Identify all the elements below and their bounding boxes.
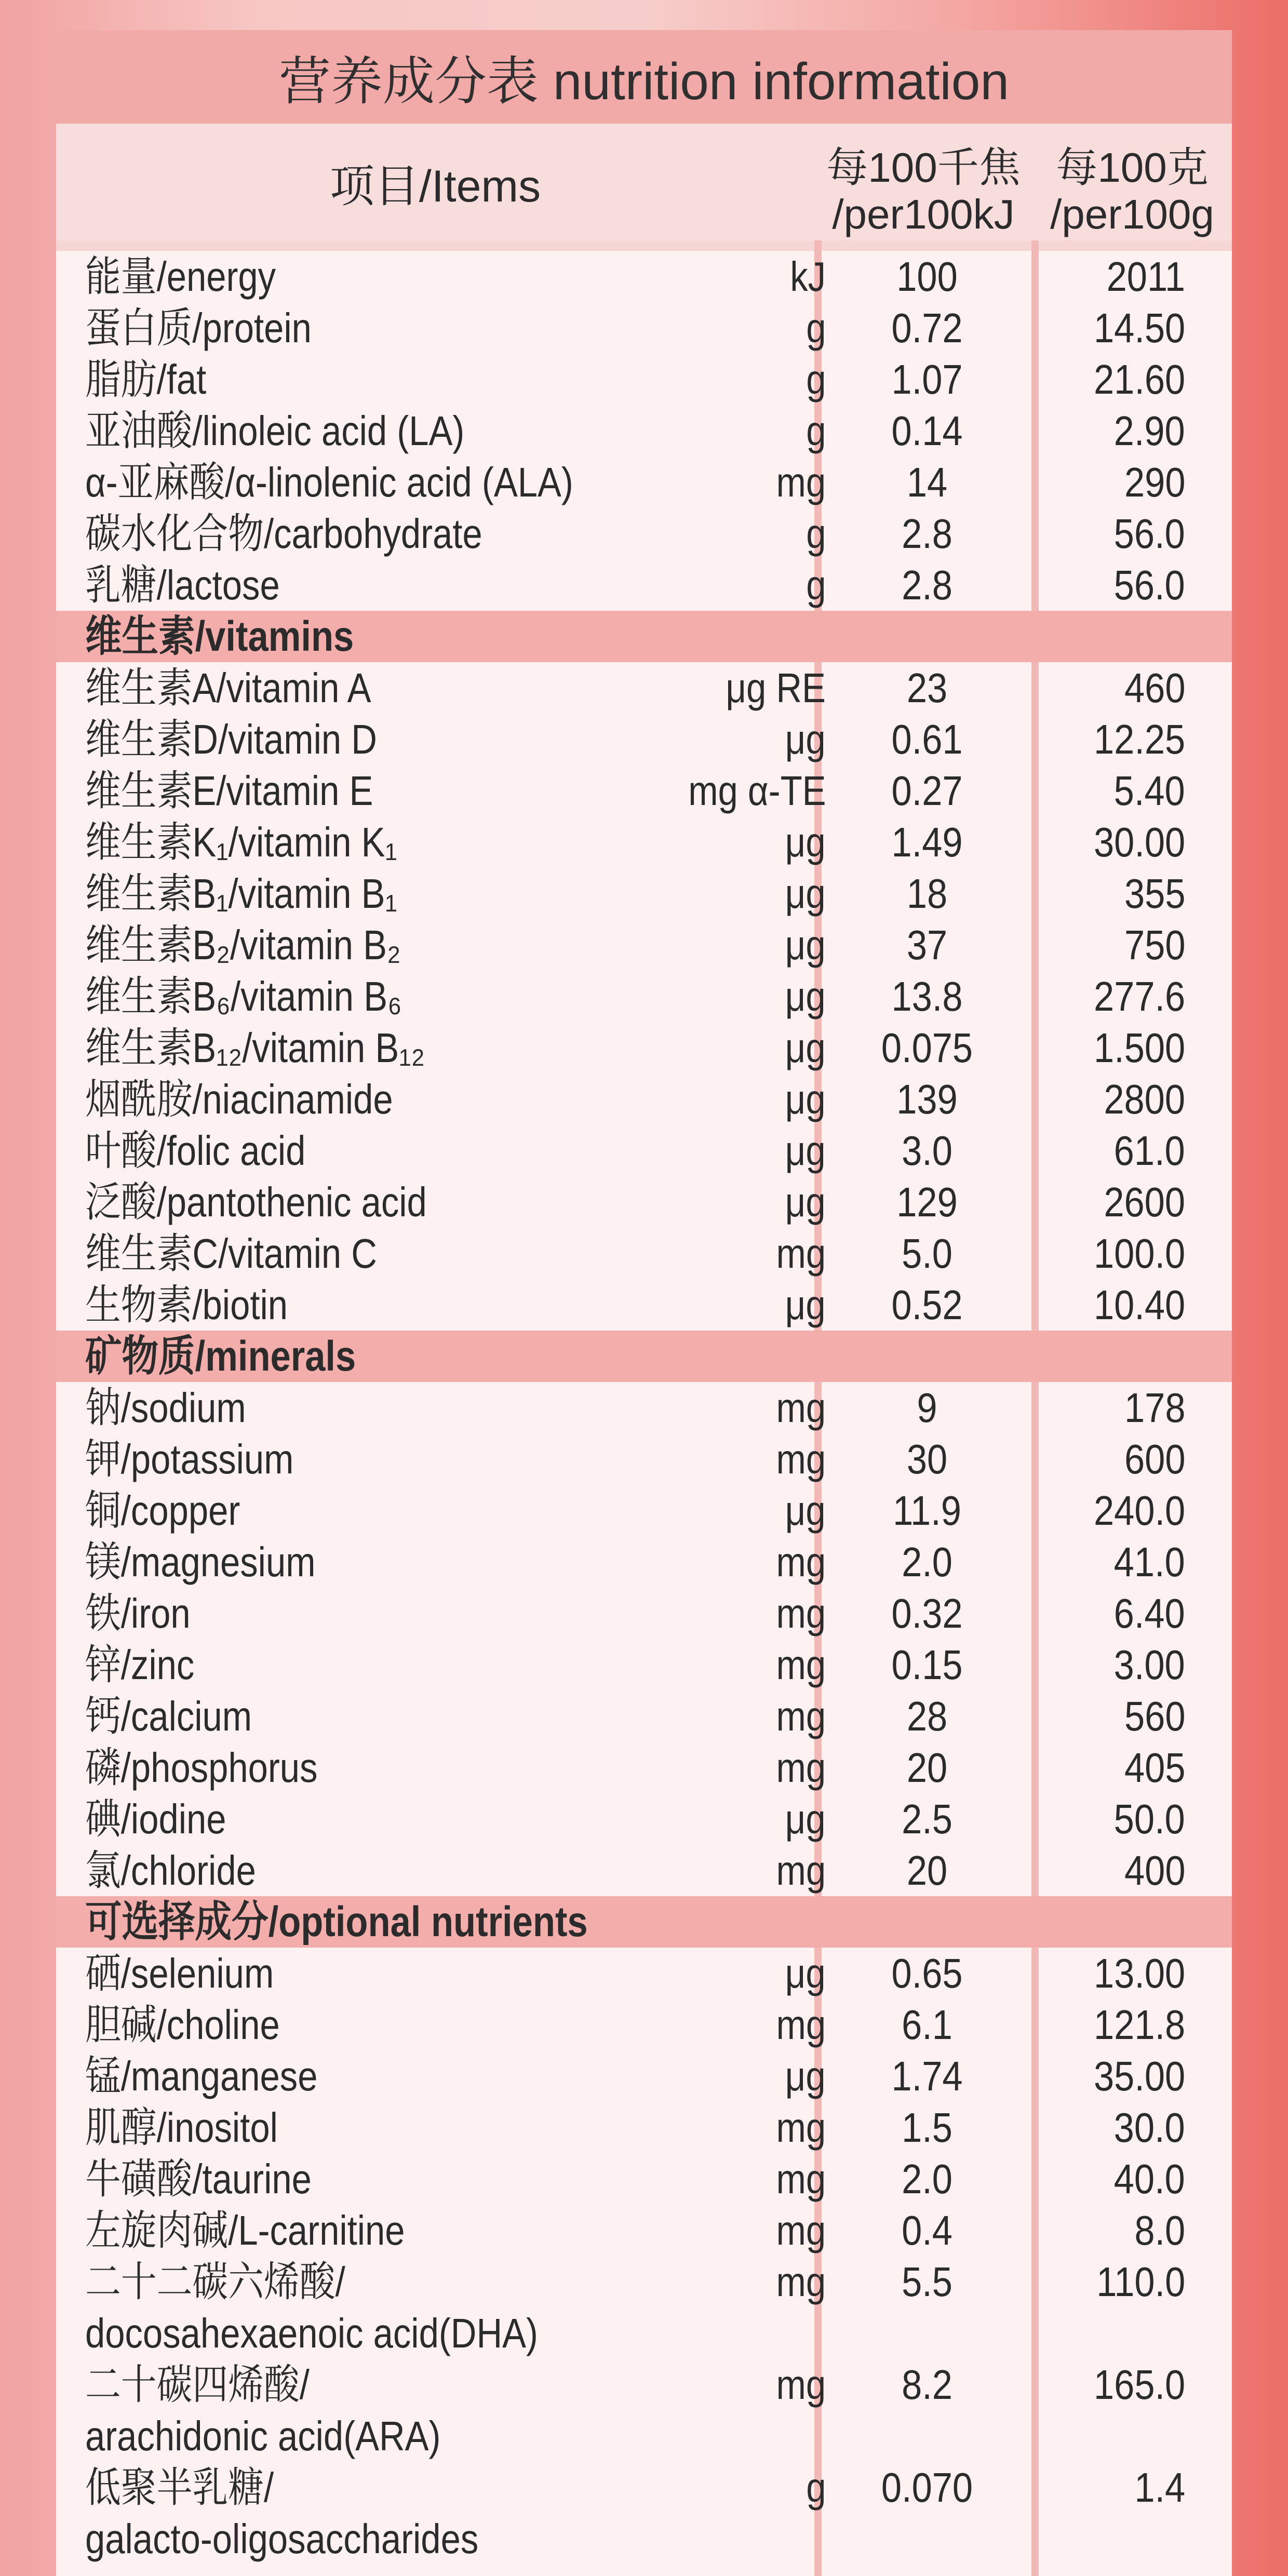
per100kj-value: 9 [917,1385,937,1431]
per100kj-header-line1: 每100千焦 [826,144,1021,191]
table-row [56,1382,1232,1433]
nutrient-name: 维生素B₁/vitamin B₁ [85,870,397,917]
per100kj-value: 0.070 [881,2464,973,2511]
unit-cell: mg [776,1745,826,1791]
unit-cell: mg [776,1693,826,1739]
table-row [56,2256,1232,2307]
unit-cell: mg [776,2002,826,2048]
nutrient-name: 维生素B₂/vitamin B₂ [85,922,401,968]
nutrient-name: 锌/zinc [85,1642,195,1688]
table-row [56,868,1232,919]
table-row [56,2359,1232,2410]
table-row [56,1639,1232,1691]
per100g-value: 61.0 [1113,1128,1185,1174]
unit-cell: mg [776,2362,826,2408]
unit-cell: mg [776,2156,826,2202]
nutrient-name: 生物素/biotin [85,1282,288,1328]
unit-cell: mg [776,2104,826,2151]
per100kj-value: 6.1 [902,2002,952,2048]
unit-cell: mg [776,1385,826,1431]
per100kj-value: 2.8 [902,562,952,608]
per100kj-value: 2.0 [902,1539,952,1585]
table-row [56,2205,1232,2256]
per100kj-value: 0.52 [891,1282,963,1328]
table-row [56,1433,1232,1485]
table-row [56,2307,1232,2359]
table-row [56,1485,1232,1536]
per100kj-value: 5.5 [902,2259,952,2305]
section-heading [56,611,1232,662]
per100g-value: 121.8 [1093,2002,1185,2048]
per100kj-value: 13.8 [891,973,963,1019]
section-heading-label: 维生素/vitamins [85,613,354,660]
per100g-value: 6.40 [1113,1590,1185,1636]
section-heading-label: 矿物质/minerals [85,1333,356,1380]
nutrient-name: 胆碱/choline [85,2002,280,2048]
table-row [56,1228,1232,1279]
per100g-value: 1.4 [1134,2464,1185,2511]
unit-cell: μg [785,1179,826,1225]
unit-cell: mg [776,1230,826,1277]
per100g-header-line2: /per100g [1050,191,1214,237]
per100kj-value: 11.9 [893,1487,961,1534]
per100g-value: 560 [1124,1693,1185,1739]
unit-cell: mg [776,459,826,505]
section-heading [56,1896,1232,1948]
table-row [56,354,1232,405]
nutrient-name: 维生素E/vitamin E [85,768,373,814]
unit-cell: g [806,356,826,403]
nutrient-name: 钙/calcium [85,1693,252,1739]
table-row [56,1536,1232,1588]
per100g-value: 14.50 [1093,305,1185,351]
per100g-value: 50.0 [1113,1796,1185,1842]
unit-cell: μg [785,1796,826,1842]
nutrient-name: 碳水化合物/carbohydrate [85,511,482,557]
table-row [56,816,1232,868]
per100g-value: 400 [1124,1847,1185,1894]
unit-cell: kJ [790,253,826,300]
unit-cell: mg [776,1642,826,1688]
nutrient-name: 蛋白质/protein [85,305,312,351]
per100kj-value: 23 [906,665,948,711]
per100kj-value: 139 [896,1076,958,1122]
table-row [56,1999,1232,2050]
per100g-value: 8.0 [1134,2207,1185,2253]
unit-cell: μg [785,1076,826,1122]
nutrient-name: 维生素D/vitamin D [85,716,377,762]
per100kj-value: 37 [906,922,948,968]
per100g-value: 12.25 [1093,716,1185,762]
unit-cell: g [806,562,826,608]
per100kj-value: 1.49 [891,819,963,865]
table-row [56,1793,1232,1845]
unit-cell: μg [785,1950,826,1996]
per100kj-value: 28 [906,1693,948,1739]
unit-cell: μg [785,716,826,762]
per100kj-value: 1.07 [891,356,963,403]
nutrient-name: 肌醇/inositol [85,2104,278,2151]
per100kj-value: 0.65 [891,1950,963,1996]
nutrient-name: 叶酸/folic acid [85,1128,306,1174]
per100kj-value: 5.0 [902,1230,952,1277]
table-row [56,765,1232,816]
table-row [56,2513,1232,2565]
unit-cell: μg [785,1128,826,1174]
section-heading [56,1331,1232,1382]
unit-cell: g [806,2464,826,2511]
per100g-header-line1: 每100克 [1056,144,1209,191]
per100kj-value: 0.32 [891,1590,963,1636]
table-row [56,714,1232,765]
unit-cell: mg α-TE [688,768,826,814]
header-divider [56,240,1232,251]
per100kj-value: 18 [906,870,948,917]
per100g-value: 2.90 [1113,408,1185,454]
per100kj-column-header [814,144,1032,238]
unit-cell: μg [785,973,826,1019]
per100g-value: 165.0 [1093,2362,1185,2408]
table-row [56,1074,1232,1125]
per100kj-value: 20 [906,1847,948,1894]
nutrient-name: 铜/copper [85,1487,240,1534]
table-row [56,2102,1232,2153]
nutrient-name: 维生素B₁₂/vitamin B₁₂ [85,1025,425,1071]
nutrient-name: 锰/manganese [85,2053,318,2099]
per100kj-value: 0.4 [902,2207,952,2253]
per100g-value: 110.0 [1096,2259,1185,2305]
per100g-value: 35.00 [1093,2053,1185,2099]
table-row [56,2410,1232,2462]
per100g-value: 277.6 [1093,973,1185,1019]
table-row [56,405,1232,457]
nutrient-name: 铁/iron [85,1590,191,1636]
table-row [56,302,1232,354]
per100kj-value: 0.61 [891,716,963,762]
per100kj-value: 2.8 [902,511,952,557]
per100g-value: 100.0 [1093,1230,1185,1277]
nutrient-name: 烟酰胺/niacinamide [85,1076,393,1122]
table-title: 营养成分表 nutrition information [56,30,1232,124]
unit-cell: μg [785,1282,826,1328]
nutrient-name: 二十碳四烯酸/ [85,2362,310,2408]
per100g-value: 30.0 [1113,2104,1185,2151]
per100kj-value: 3.0 [902,1128,952,1174]
per100kj-value: 0.27 [891,768,963,814]
nutrient-name: 硒/selenium [85,1950,274,1996]
per100kj-value: 100 [896,253,958,300]
table-row [56,559,1232,611]
per100g-value: 21.60 [1093,356,1185,403]
table-row [56,1176,1232,1228]
table-row [56,2050,1232,2102]
nutrient-name: 二十二碳六烯酸/ [85,2259,345,2305]
unit-cell: μg [785,2053,826,2099]
table-row [56,1022,1232,1074]
per100kj-value: 2.0 [902,2156,952,2202]
per100g-value: 290 [1124,459,1185,505]
per100g-value: 41.0 [1113,1539,1185,1585]
per100kj-value: 0.72 [891,305,963,351]
per100g-value: 1.500 [1093,1025,1185,1071]
unit-cell: μg [785,819,826,865]
nutrient-name: 维生素A/vitamin A [85,665,371,711]
nutrient-name: 钠/sodium [85,1385,246,1431]
table-row [56,1125,1232,1176]
unit-cell: g [806,511,826,557]
nutrient-name: α-亚麻酸/α-linolenic acid (ALA) [85,459,573,505]
items-column-header: 项目/Items [329,161,541,211]
unit-cell: mg [776,1539,826,1585]
per100kj-value: 0.14 [891,408,963,454]
per100g-value: 40.0 [1113,2156,1185,2202]
per100g-value: 355 [1124,870,1185,917]
nutrient-name: 磷/phosphorus [85,1745,318,1791]
table-row [56,919,1232,971]
per100kj-value: 2.5 [902,1796,952,1842]
nutrient-name: 碘/iodine [85,1796,226,1842]
unit-cell: mg [776,2259,826,2305]
per100g-value: 30.00 [1093,819,1185,865]
nutrition-table [56,30,1232,2576]
per100g-value: 13.00 [1093,1950,1185,1996]
per100kj-value: 0.15 [891,1642,963,1688]
per100g-value: 600 [1124,1436,1185,1482]
per100g-value: 2600 [1104,1179,1185,1225]
nutrient-name: 镁/magnesium [85,1539,316,1585]
table-row [56,971,1232,1022]
per100g-value: 2011 [1106,253,1185,300]
per100g-value: 10.40 [1093,1282,1185,1328]
per100g-value: 240.0 [1093,1487,1185,1534]
per100g-value: 460 [1124,665,1185,711]
table-row [56,1588,1232,1639]
unit-cell: μg RE [726,665,826,711]
table-row [56,2462,1232,2513]
unit-cell: mg [776,1847,826,1894]
per100kj-header-line2: /per100kJ [832,191,1015,237]
table-row [56,251,1232,302]
per100g-value: 56.0 [1113,511,1185,557]
table-row [56,1742,1232,1793]
nutrient-name: 维生素C/vitamin C [85,1230,377,1277]
nutrient-name: 牛磺酸/taurine [85,2156,312,2202]
unit-cell: μg [785,1487,826,1534]
nutrient-name: 乳糖/lactose [85,562,280,608]
section-heading-label: 可选择成分/optional nutrients [85,1898,588,1946]
per100kj-value: 1.5 [902,2104,952,2151]
per100kj-value: 30 [906,1436,948,1482]
unit-cell: mg [776,1590,826,1636]
per100g-value: 2800 [1104,1076,1185,1122]
nutrient-name: 泛酸/pantothenic acid [85,1179,427,1225]
nutrient-name: 左旋肉碱/L-carnitine [85,2207,405,2253]
table-row [56,2153,1232,2205]
per100kj-value: 129 [896,1179,958,1225]
table-row [56,1948,1232,1999]
table-row [56,508,1232,559]
table-row [56,662,1232,714]
nutrient-name: 低聚半乳糖/ [85,2464,274,2511]
nutrient-name: galacto-oligosaccharides [85,2516,479,2562]
nutrient-name: 维生素K₁/vitamin K₁ [85,819,397,865]
unit-cell: g [806,305,826,351]
unit-cell: g [806,408,826,454]
nutrient-name: arachidonic acid(ARA) [85,2413,441,2459]
unit-cell: μg [785,922,826,968]
nutrient-name: 能量/energy [85,253,276,300]
unit-cell: mg [776,1436,826,1482]
unit-cell: mg [776,2207,826,2253]
unit-cell: μg [785,1025,826,1071]
per100g-value: 3.00 [1113,1642,1185,1688]
per100g-value: 5.40 [1113,768,1185,814]
per100g-value: 178 [1124,1385,1185,1431]
per100kj-value: 0.075 [881,1025,973,1071]
table-row [56,1279,1232,1331]
per100g-column-header [1032,144,1232,238]
nutrient-name: 维生素B₆/vitamin B₆ [85,973,402,1019]
table-row [56,1691,1232,1742]
per100kj-value: 14 [906,459,948,505]
per100kj-value: 1.74 [891,2053,963,2099]
per100g-value: 750 [1124,922,1185,968]
nutrient-name: 亚油酸/linoleic acid (LA) [85,408,465,454]
nutrient-name: 氯/chloride [85,1847,256,1894]
table-header [56,124,1232,240]
per100kj-value: 20 [906,1745,948,1791]
per100g-value: 56.0 [1113,562,1185,608]
nutrient-name: 钾/potassium [85,1436,294,1482]
nutrient-name: 脂肪/fat [85,356,207,403]
table-row [56,1845,1232,1896]
nutrient-name: docosahexaenoic acid(DHA) [85,2310,538,2356]
unit-cell: μg [785,870,826,917]
table-row [56,457,1232,508]
per100g-value: 405 [1124,1745,1185,1791]
per100kj-value: 8.2 [902,2362,952,2408]
